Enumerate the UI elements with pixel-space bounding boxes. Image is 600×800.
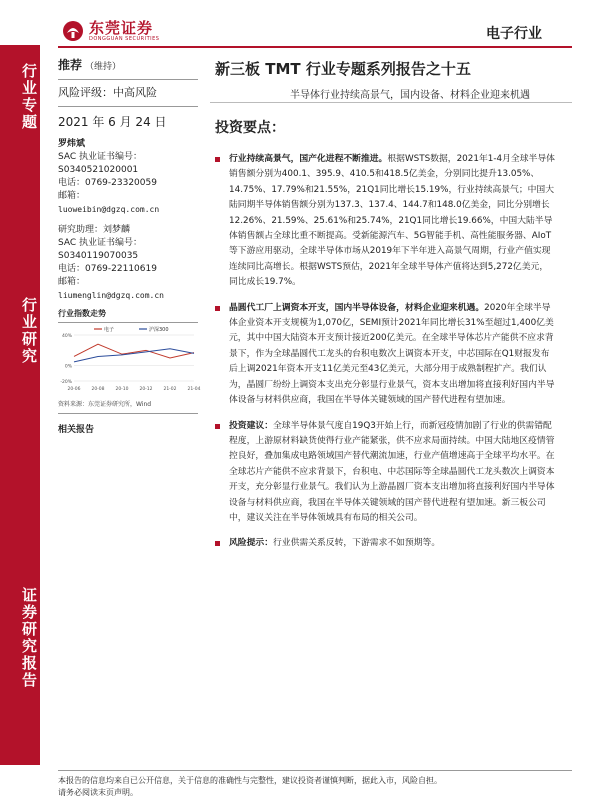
rating-label: 推荐 [58, 58, 83, 72]
analyst-name: 罗炜斌 [58, 139, 86, 149]
company-logo [62, 20, 159, 42]
divider [58, 79, 198, 80]
assistant-email[interactable]: liumenglin@dgzq.com.cn [58, 291, 164, 300]
series-line [74, 349, 194, 362]
x-tick-label: 21-04 [187, 387, 201, 392]
chart-source: 资料来源：东莞证券研究所，Wind [58, 399, 198, 414]
email-label: 邮箱： [58, 191, 86, 201]
sidebar-label-research: 行业研究 [20, 297, 38, 365]
x-tick-label: 20-12 [139, 387, 153, 392]
logo-icon [62, 20, 84, 42]
x-tick-label: 20-06 [67, 387, 81, 392]
report-date: 2021 年 6 月 24 日 [58, 115, 167, 129]
info-column [58, 56, 198, 302]
chart-plot [58, 323, 201, 393]
y-tick-label: -20% [60, 380, 72, 385]
rating [58, 56, 198, 73]
key-point-text: 全球半导体景气度自19Q3开始上行，而新冠疫情加剧了行业的供需错配程度，上游原材料缺货使得行业产能紧张，供不应求局面持续。中国大陆地区疫情管控良好，叠加集成电路领域国产替代潮流加速，行业产值增速高于全球平均水平。在全球芯片产能供不应求背景下，台积电、中芯国际等全球晶圆代工龙头数次上调资本开支，充分彰显行业景气。我们认为上游晶圆厂资本支出增加将直接利好国内半导体设备与材料供应商，我国在半导体关键领域的国产替代进程有望加速。新三板公司中，建议关注在半导体领域具有布局的相关公司。 [229, 420, 555, 523]
legend-label: 沪深300 [149, 327, 169, 333]
analyst-email[interactable]: luoweibin@dgzq.com.cn [58, 205, 160, 214]
divider [210, 102, 572, 103]
key-point-text: 根据WSTS数据，2021年1-4月全球半导体销售额分别为400.1、395.9、410.5和418.5亿美金，分别同比提升13.05%、14.75%、17.79%和21.55%，21Q1同比增长15.19%，行业持续高景气；中国大陆同期半导体销售额分别为137.3、137.4、144.7和148.0亿美金，同比分别增长12.26%、21.59%、25.61%和25.74%，21Q1同比增长19.66%，中国大陆半导体销售额占全球比重不断提高。受新能源汽车、5G智能手机、高性能服务器、AIoT等下游应用驱动，全球半导体市场从2019年下半年进入高景气周期，行业产值实现连续同比高增长。根据WSTS预估，2021年全球半导体产值将达到5,272亿美元，同比成长19.7%。 [229, 154, 555, 288]
sidebar-label-topic: 行业专题 [20, 63, 38, 131]
key-points-heading: 投资要点： [215, 120, 285, 136]
y-tick-label: 40% [61, 334, 72, 339]
y-tick-label: 0% [64, 364, 72, 370]
key-point-lead: 风险提示： [229, 538, 273, 549]
disclaimer-note: 请务必阅读末页声明。 [58, 788, 138, 797]
key-point-lead: 投资建议： [229, 420, 273, 431]
legend-label: 电子 [104, 327, 115, 333]
cert-number: S0340521020001 [58, 165, 139, 175]
x-tick-label: 20-08 [91, 387, 105, 392]
analyst-1 [58, 138, 198, 216]
disclaimer: 本报告的信息均来自已公开信息，关于信息的准确性与完整性，建议投资者谨慎判断，据此入市，风险自担。 [58, 776, 442, 785]
risk-rating: 风险评级：中高风险 [58, 86, 157, 99]
x-tick-label: 20-10 [115, 387, 129, 392]
logo-name-en: DONGGUAN SECURITIES [89, 36, 160, 42]
rating-sub: （维持） [85, 62, 122, 72]
key-point-text: 2020年全球半导体企业资本开支规模为1,070亿，SEMI预计2021年同比增长31%至超过1,400亿美元，其中中国大陆资本开支预计接近200亿美元。在全球半导体芯片产能供不应求背景下，作为全球晶圆代工龙头的台积电数次上调资本开支，中芯国际在Q1财报发布后上调2021年资本开支11亿美元至43亿美元，大部分用于成熟制程扩产。我们认为，晶圆厂纷纷上调资本支出充分彰显行业景气，资本支出增加将直接利好国内半导体设备与材料供应商，我国在半导体关键领域的国产替代进程有望加速。 [229, 302, 555, 406]
key-point [215, 419, 555, 527]
report-title: 新三板 TMT 行业专题系列报告之十五 [215, 60, 471, 78]
assistant-phone: 电话：0769-22110619 [58, 264, 157, 274]
key-point [215, 301, 555, 409]
header-divider [58, 46, 572, 48]
divider [58, 106, 198, 107]
key-point-text: 行业供需关系反转，下游需求不如预期等。 [273, 538, 441, 549]
sidebar-label-securities-report: 证券研究报告 [20, 587, 38, 689]
footer [58, 775, 572, 799]
index-trend-chart [58, 308, 201, 435]
cert-label: SAC 执业证书编号： [58, 238, 143, 248]
series-line [74, 344, 194, 358]
footer-divider [58, 770, 572, 771]
cert-number: S0340119070035 [58, 251, 139, 261]
key-point [215, 536, 555, 551]
key-point-lead: 晶圆代工厂上调资本开支，国内半导体设备，材料企业迎来机遇。 [229, 302, 485, 313]
cert-label: SAC 执业证书编号： [58, 152, 143, 162]
logo-name-cn: 东莞证券 [89, 19, 154, 37]
chart-title: 行业指数走势 [58, 308, 198, 323]
key-point-lead: 行业持续高景气，国产化进程不断推进。 [229, 154, 388, 164]
x-tick-label: 21-02 [163, 387, 177, 392]
analyst-2 [58, 224, 198, 302]
key-point [215, 152, 555, 291]
sidebar [0, 45, 40, 765]
email-label: 邮箱： [58, 277, 86, 287]
key-points [215, 152, 555, 562]
assistant-name: 研究助理：刘梦麟 [58, 225, 131, 235]
industry-label: 电子行业 [486, 26, 542, 42]
analyst-phone: 电话：0769-23320059 [58, 178, 157, 188]
related-reports-heading: 相关报告 [58, 425, 95, 435]
report-subtitle: 半导体行业持续高景气，国内设备、材料企业迎来机遇 [290, 90, 530, 101]
